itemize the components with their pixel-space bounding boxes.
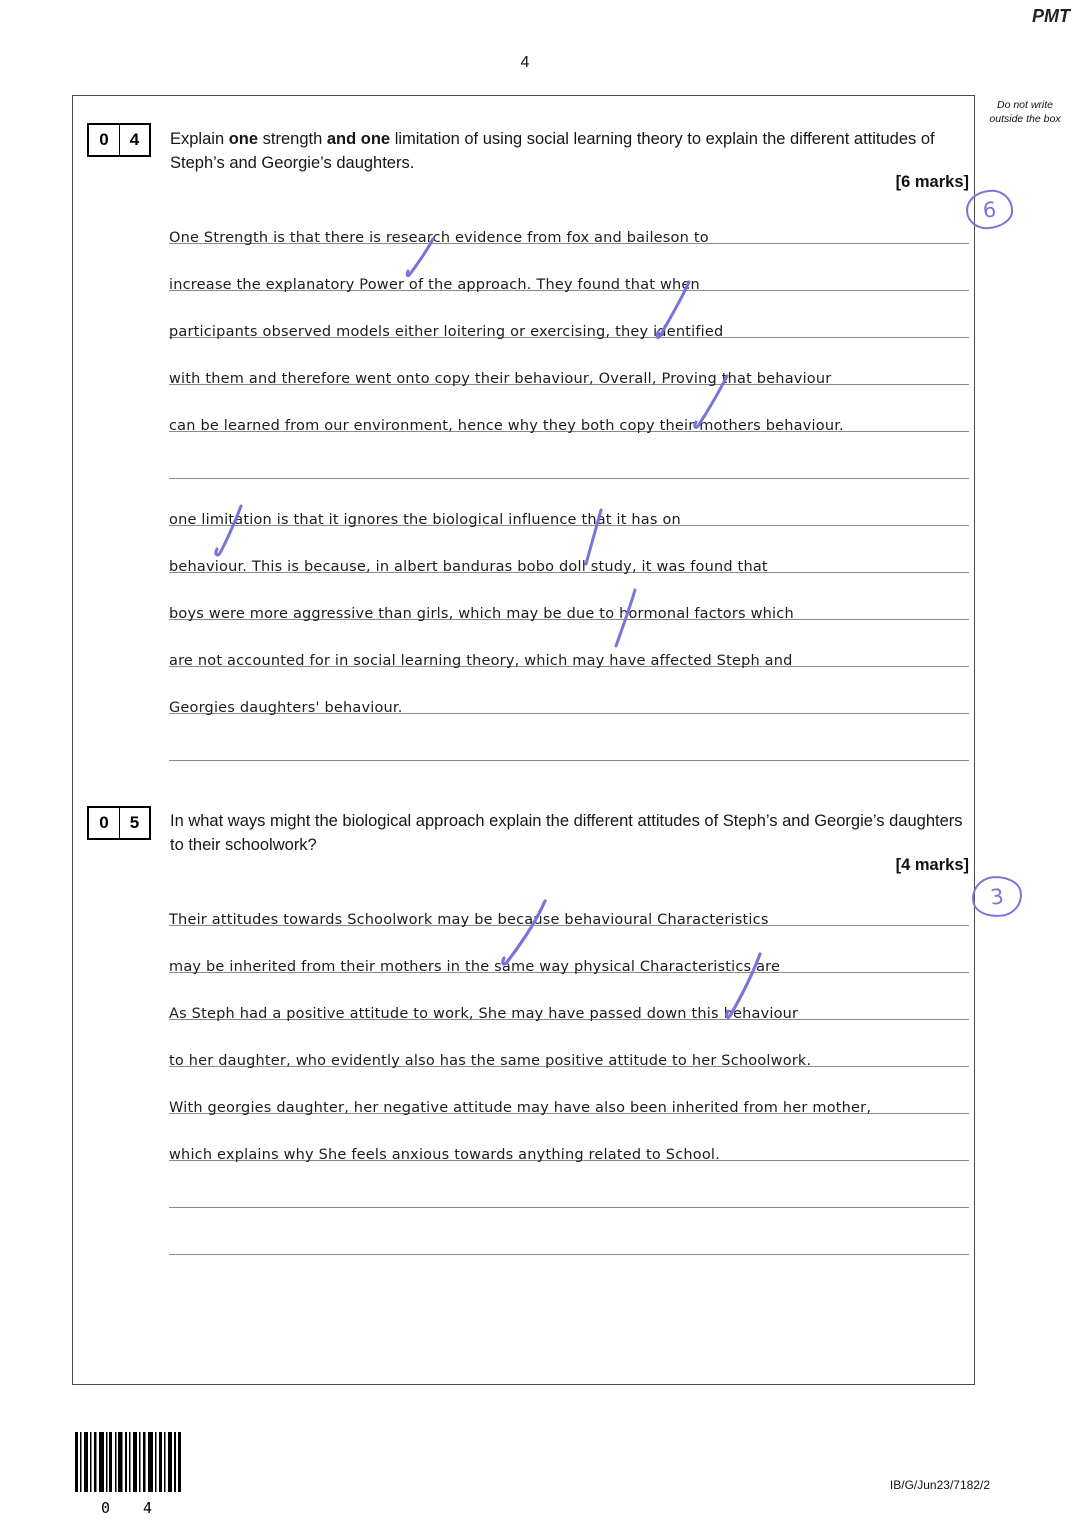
answer-line <box>169 714 969 761</box>
question-number-digit: 0 <box>99 130 109 149</box>
handwritten-text: boys were more aggressive than girls, which may be due to hormonal factors which <box>169 606 794 622</box>
handwritten-text: one limitation is that it ignores the biological influence that it has on <box>169 512 681 528</box>
handwritten-text: with them and therefore went onto copy their behaviour, Overall, Proving that behaviour <box>169 371 832 387</box>
question-05-marks: [4 marks] <box>895 856 969 874</box>
question-05-answer-lines <box>169 879 969 1255</box>
handwritten-text: As Steph had a positive attitude to work, She may have passed down this behaviour <box>169 1006 799 1022</box>
answer-line <box>169 573 969 620</box>
answer-line <box>169 879 969 926</box>
handwritten-text: are not accounted for in social learning theory, which may have affected Steph and <box>169 653 793 669</box>
barcode-digits: 0 4 <box>101 1499 165 1517</box>
answer-line <box>169 1067 969 1114</box>
handwritten-text: One Strength is that there is research evidence from fox and baileson to <box>169 230 709 246</box>
tick-icon <box>716 950 766 1024</box>
answer-line <box>169 1208 969 1255</box>
answer-line <box>169 1020 969 1067</box>
question-04-marks: [6 marks] <box>895 173 969 191</box>
awarded-mark-3: 3 <box>970 873 1024 919</box>
question-04-prompt: Explain one strength and one limitation of using social learning theory to explain the different attitudes of Steph’s and Georgie’s daughters. <box>170 130 935 172</box>
page-number: 4 <box>520 54 530 71</box>
handwritten-text: to her daughter, who evidently also has the same positive attitude to her Schoolwork. <box>169 1053 812 1069</box>
answer-line <box>169 432 969 479</box>
answer-line <box>169 479 969 526</box>
answer-line <box>169 385 969 432</box>
handwritten-text: increase the explanatory Power of the approach. They found that when <box>169 277 700 293</box>
handwritten-text: Georgies daughters' behaviour. <box>169 700 403 716</box>
answer-line <box>169 1114 969 1161</box>
answer-line <box>169 973 969 1020</box>
handwritten-text: With georgies daughter, her negative attitude may have also been inherited from her mother, <box>169 1100 872 1116</box>
answer-line <box>169 620 969 667</box>
answer-line <box>169 526 969 573</box>
answer-line <box>169 926 969 973</box>
answer-line <box>169 1161 969 1208</box>
handwritten-text: behaviour. This is because, in albert banduras bobo doll study, it was found that <box>169 559 768 575</box>
barcode-bars <box>75 1432 181 1492</box>
question-number-box-05 <box>87 806 151 840</box>
tick-icon <box>208 502 248 560</box>
answer-line <box>169 338 969 385</box>
answer-box <box>72 95 975 1385</box>
tick-icon <box>686 372 732 432</box>
barcode <box>75 1432 181 1517</box>
handwritten-text: which explains why She feels anxious towards anything related to School. <box>169 1147 720 1163</box>
tick-icon <box>606 586 640 652</box>
footer-paper-code: IB/G/Jun23/7182/2 <box>889 1478 990 1492</box>
handwritten-text: may be inherited from their mothers in the same way physical Characteristics are <box>169 959 781 975</box>
tick-icon <box>576 506 606 570</box>
do-not-write-note: Do not write outside the box <box>989 99 1061 126</box>
question-number-digit: 4 <box>119 125 149 155</box>
handwritten-text: can be learned from our environment, hence why they both copy their mothers behaviour. <box>169 418 844 434</box>
handwritten-text: Their attitudes towards Schoolwork may be because behavioural Characteristics <box>169 912 769 928</box>
tick-icon <box>490 896 552 972</box>
answer-line <box>169 667 969 714</box>
awarded-mark-6: 6 <box>965 188 1015 230</box>
pmt-logo: PMT <box>1032 6 1070 26</box>
question-number-digit: 5 <box>119 808 149 838</box>
tick-icon <box>400 236 440 280</box>
answer-line <box>169 244 969 291</box>
tick-icon <box>648 278 694 342</box>
question-05-prompt: In what ways might the biological approach explain the different attitudes of Steph’s and Georgie’s daughters to their schoolwork? <box>170 812 963 854</box>
answer-line <box>169 291 969 338</box>
question-number-digit: 0 <box>99 813 109 832</box>
answer-line <box>169 197 969 244</box>
question-04-answer-lines <box>169 197 969 761</box>
handwritten-text: participants observed models either loitering or exercising, they identified <box>169 324 724 340</box>
question-number-box-04 <box>87 123 151 157</box>
